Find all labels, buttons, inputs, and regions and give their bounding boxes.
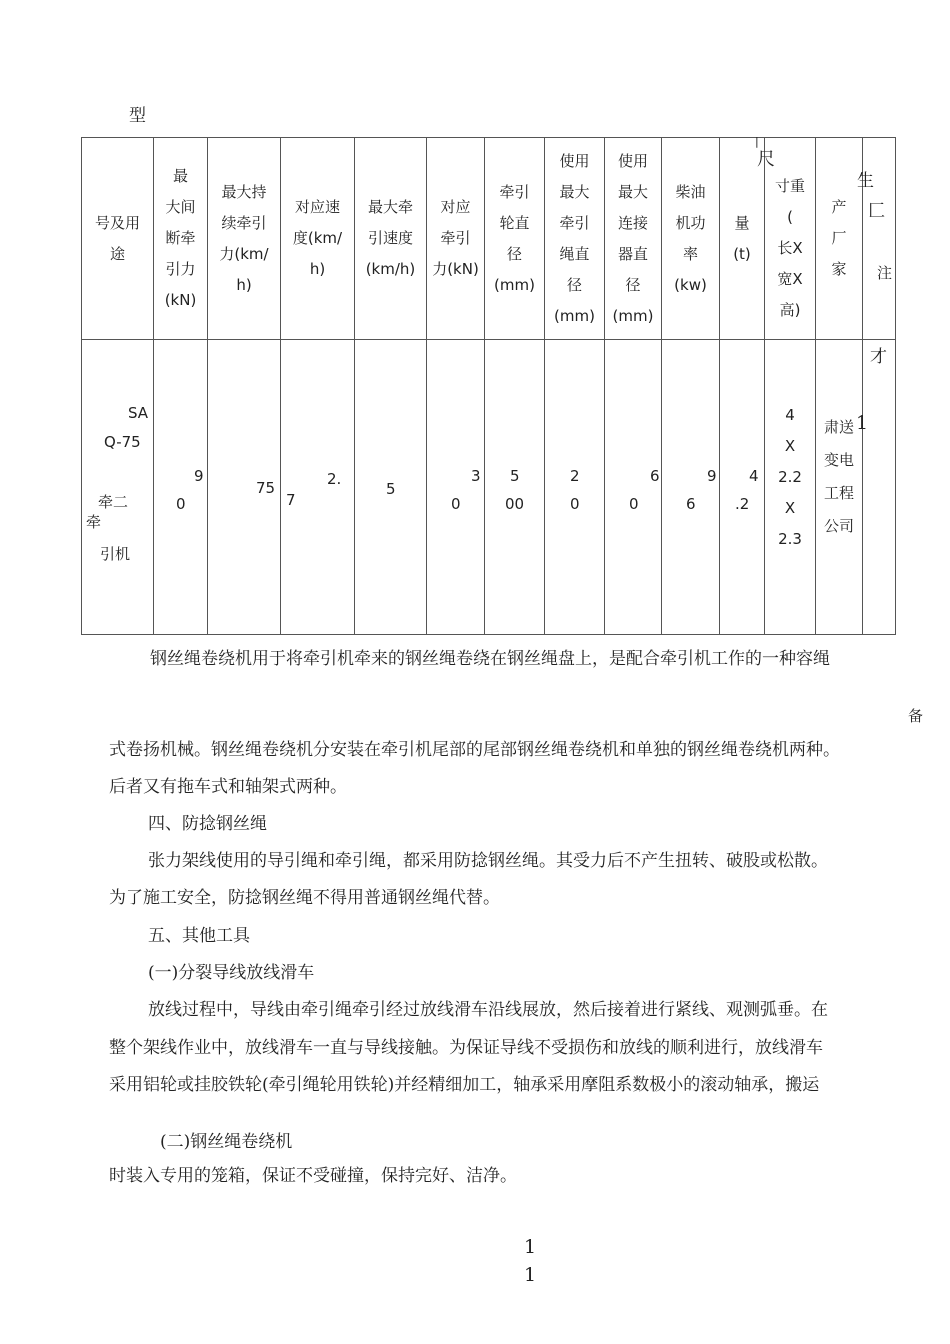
cell-dimensions: 4 X 2.2 X 2.3 [765,340,816,635]
section-heading: 四、防捻钢丝绳 [148,814,267,834]
cell-max-continuous-pull: 75 [208,340,281,635]
paragraph: 后者又有拖车式和轴架式两种。 [109,777,347,797]
header-max-continuous-pull: 最大持 续牵引 力(km/ h) [208,138,281,340]
paragraph: 放线过程中，导线由牵引绳牵引经过放线滑车沿线展放，然后接着进行紧线、观测弧垂。在 [148,1000,828,1020]
page-number: 1 [524,1236,537,1258]
type-label: 型 [129,106,146,126]
cell-corresponding-speed: 2. 7 [281,340,355,635]
header-max-pull-speed: 最大牵 引速度 (km/h) [355,138,427,340]
header-max-connector-diameter: 使用 最大 连接 器直 径 (mm) [605,138,662,340]
subsection-heading: (一)分裂导线放线滑车 [148,963,315,983]
cell-notes: 才 1 [863,340,896,635]
cell-max-intermittent-pull: 9 0 [154,340,208,635]
cell-manufacturer: 肃送 变电 工程 公司 [816,340,863,635]
paragraph-fragment: 备 [908,707,924,725]
header-corresponding-speed: 对应速 度(km/ h) [281,138,355,340]
paragraph: 整个架线作业中，放线滑车一直与导线接触。为保证导线不受损伤和放线的顺利进行，放线滑车 [109,1038,823,1058]
header-model: 号及用 途 [82,138,154,340]
header-dimensions: 尺 | 寸重 ( 长X 宽X 高) [765,138,816,340]
table-header-row [82,138,896,340]
paragraph: 时装入专用的笼箱，保证不受碰撞，保持完好、洁净。 [109,1166,517,1186]
header-weight: 量 (t) [720,138,765,340]
section-heading: 五、其他工具 [148,926,250,946]
header-wheel-diameter: 牵引 轮直 径 (mm) [485,138,545,340]
paragraph: 采用铝轮或挂胶铁轮(牵引绳轮用铁轮)并经精细加工，轴承采用摩阻系数极小的滚动轴承，搬运 [109,1075,820,1095]
cell-max-rope-diameter: 2 0 [545,340,605,635]
table-row [82,340,896,635]
cell-diesel-power: 9 6 [662,340,720,635]
paragraph: 为了施工安全，防捻钢丝绳不得用普通钢丝绳代替。 [109,888,500,908]
header-notes: 生 匚 注 [863,138,896,340]
paragraph: 张力架线使用的导引绳和牵引绳，都采用防捻钢丝绳。其受力后不产生扭转、破股或松散。 [148,851,828,871]
header-corresponding-pull: 对应 牵引 力(kN) [427,138,485,340]
paragraph: 式卷扬机械。钢丝绳卷绕机分安装在牵引机尾部的尾部钢丝绳卷绕机和单独的钢丝绳卷绕机两种。 [109,740,840,760]
page-number: 1 [524,1264,537,1286]
cell-weight: 4 .2 [720,340,765,635]
subsection-heading: (二)钢丝绳卷绕机 [160,1132,293,1152]
paragraph: 钢丝绳卷绕机用于将牵引机牵来的钢丝绳卷绕在钢丝绳盘上，是配合牵引机工作的一种容绳 [150,649,830,669]
cell-wheel-diameter: 5 00 [485,340,545,635]
header-max-rope-diameter: 使用 最大 牵引 绳直 径 (mm) [545,138,605,340]
cell-corresponding-pull: 3 0 [427,340,485,635]
header-diesel-power: 柴油 机功 率 (kw) [662,138,720,340]
header-manufacturer: 产 厂 家 [816,138,863,340]
cell-model: SA Q-75 牵二 牵 引机 [82,340,154,635]
header-max-intermittent-pull: 最 大间 断牵 引力 (kN) [154,138,208,340]
cell-max-connector-diameter: 6 0 [605,340,662,635]
cell-max-pull-speed: 5 [355,340,427,635]
spec-table [81,137,896,635]
